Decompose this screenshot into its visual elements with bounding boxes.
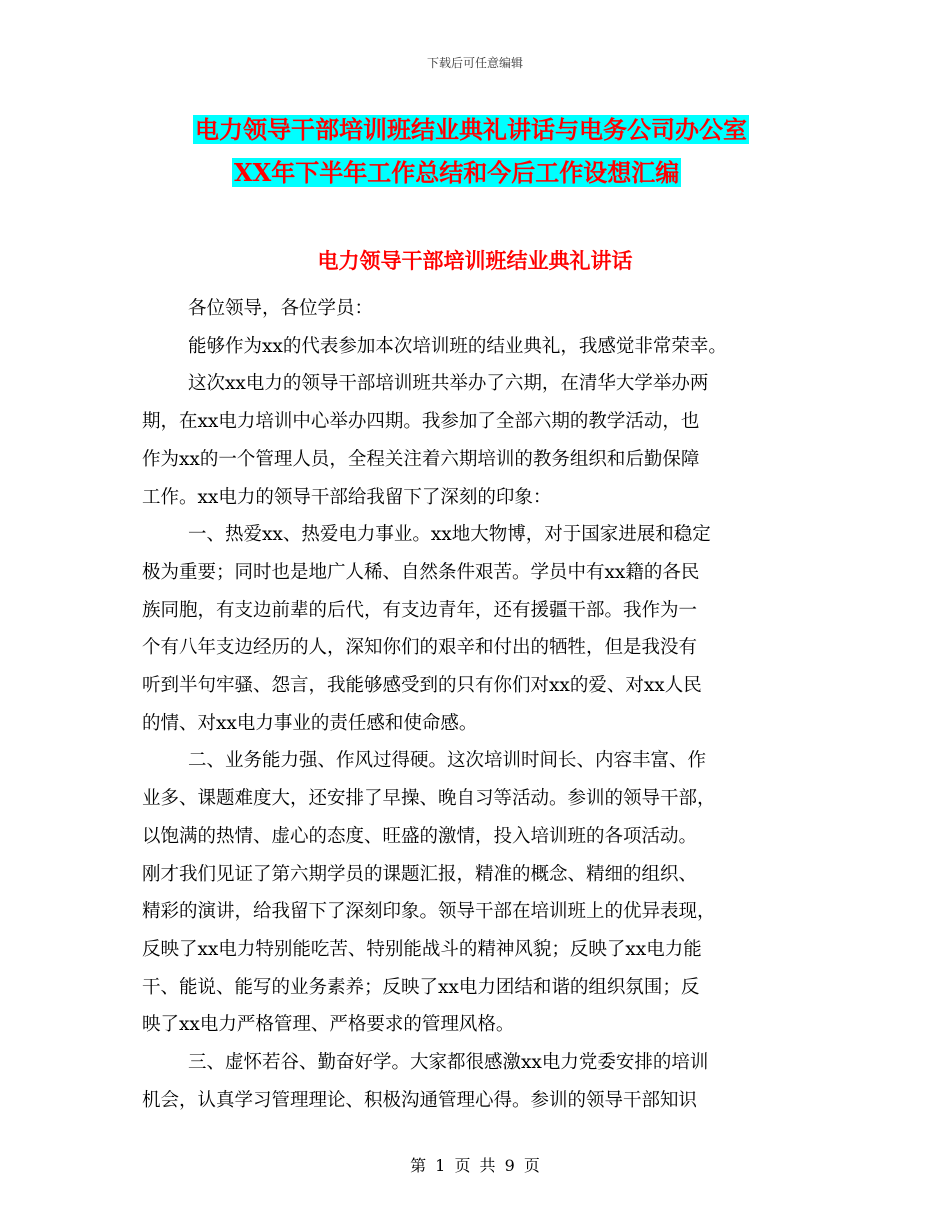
- body-line: 能够作为xx的代表参加本次培训班的结业典礼，我感觉非常荣幸。: [188, 335, 727, 357]
- body-line: 精彩的演讲，给我留下了深刻印象。领导干部在培训班上的优异表现，: [142, 901, 716, 923]
- body-line: 极为重要；同时也是地广人稀、自然条件艰苦。学员中有xx籍的各民: [142, 561, 700, 583]
- body-line: 业多、课题难度大，还安排了早操、晚自习等活动。参训的领导干部，: [142, 788, 716, 810]
- body-line: 各位领导，各位学员：: [188, 298, 374, 319]
- body-line: 的情、对xx电力事业的责任感和使命感。: [142, 712, 478, 734]
- page-number-footer: 第 1 页 共 9 页: [410, 1156, 540, 1175]
- body-line: 二、业务能力强、作风过得硬。这次培训时间长、内容丰富、作: [188, 750, 707, 772]
- body-line: 机会，认真学习管理理论、积极沟通管理心得。参训的领导干部知识: [142, 1089, 698, 1111]
- body-line: 这次xx电力的领导干部培训班共举办了六期，在清华大学举办两: [188, 373, 709, 395]
- document-title-text-2: XX年下半年工作总结和今后工作设想汇编: [234, 158, 680, 187]
- body-line: 一、热爱xx、热爱电力事业。xx地大物博，对于国家进展和稳定: [188, 524, 711, 546]
- body-line: 以饱满的热情、虚心的态度、旺盛的激情，投入培训班的各项活动。: [142, 825, 698, 847]
- body-line: 工作。xx电力的领导干部给我留下了深刻的印象：: [142, 486, 552, 508]
- body-line: 期，在xx电力培训中心举办四期。我参加了全部六期的教学活动，也: [142, 411, 700, 433]
- body-line: 反映了xx电力特别能吃苦、特别能战斗的精神风貌；反映了xx电力能: [142, 938, 702, 960]
- body-line: 三、虚怀若谷、勤奋好学。大家都很感激xx电力党委安排的培训: [188, 1052, 709, 1074]
- document-title-line-1: [193, 112, 813, 148]
- body-text: [142, 290, 822, 1119]
- body-line: 族同胞，有支边前辈的后代，有支边青年，还有援疆干部。我作为一: [142, 599, 698, 621]
- document-title-line-2: [232, 155, 852, 191]
- body-line: 作为xx的一个管理人员，全程关注着六期培训的教务组织和后勤保障: [142, 448, 700, 470]
- body-line: 刚才我们见证了第六期学员的课题汇报，精准的概念、精细的组织、: [142, 863, 698, 885]
- body-line: 映了xx电力严格管理、严格要求的管理风格。: [142, 1014, 515, 1036]
- section-heading: 电力领导干部培训班结业典礼讲话: [317, 248, 633, 273]
- page-header-note: 下载后可任意编辑: [426, 56, 523, 70]
- body-line: 干、能说、能写的业务素养；反映了xx电力团结和谐的组织氛围；反: [142, 976, 700, 998]
- body-line: 听到半句牢骚、怨言，我能够感受到的只有你们对xx的爱、对xx人民: [142, 675, 702, 697]
- body-line: 个有八年支边经历的人，深知你们的艰辛和付出的牺牲，但是我没有: [142, 637, 698, 659]
- document-title-text-1: 电力领导干部培训班结业典礼讲话与电务公司办公室: [195, 115, 747, 144]
